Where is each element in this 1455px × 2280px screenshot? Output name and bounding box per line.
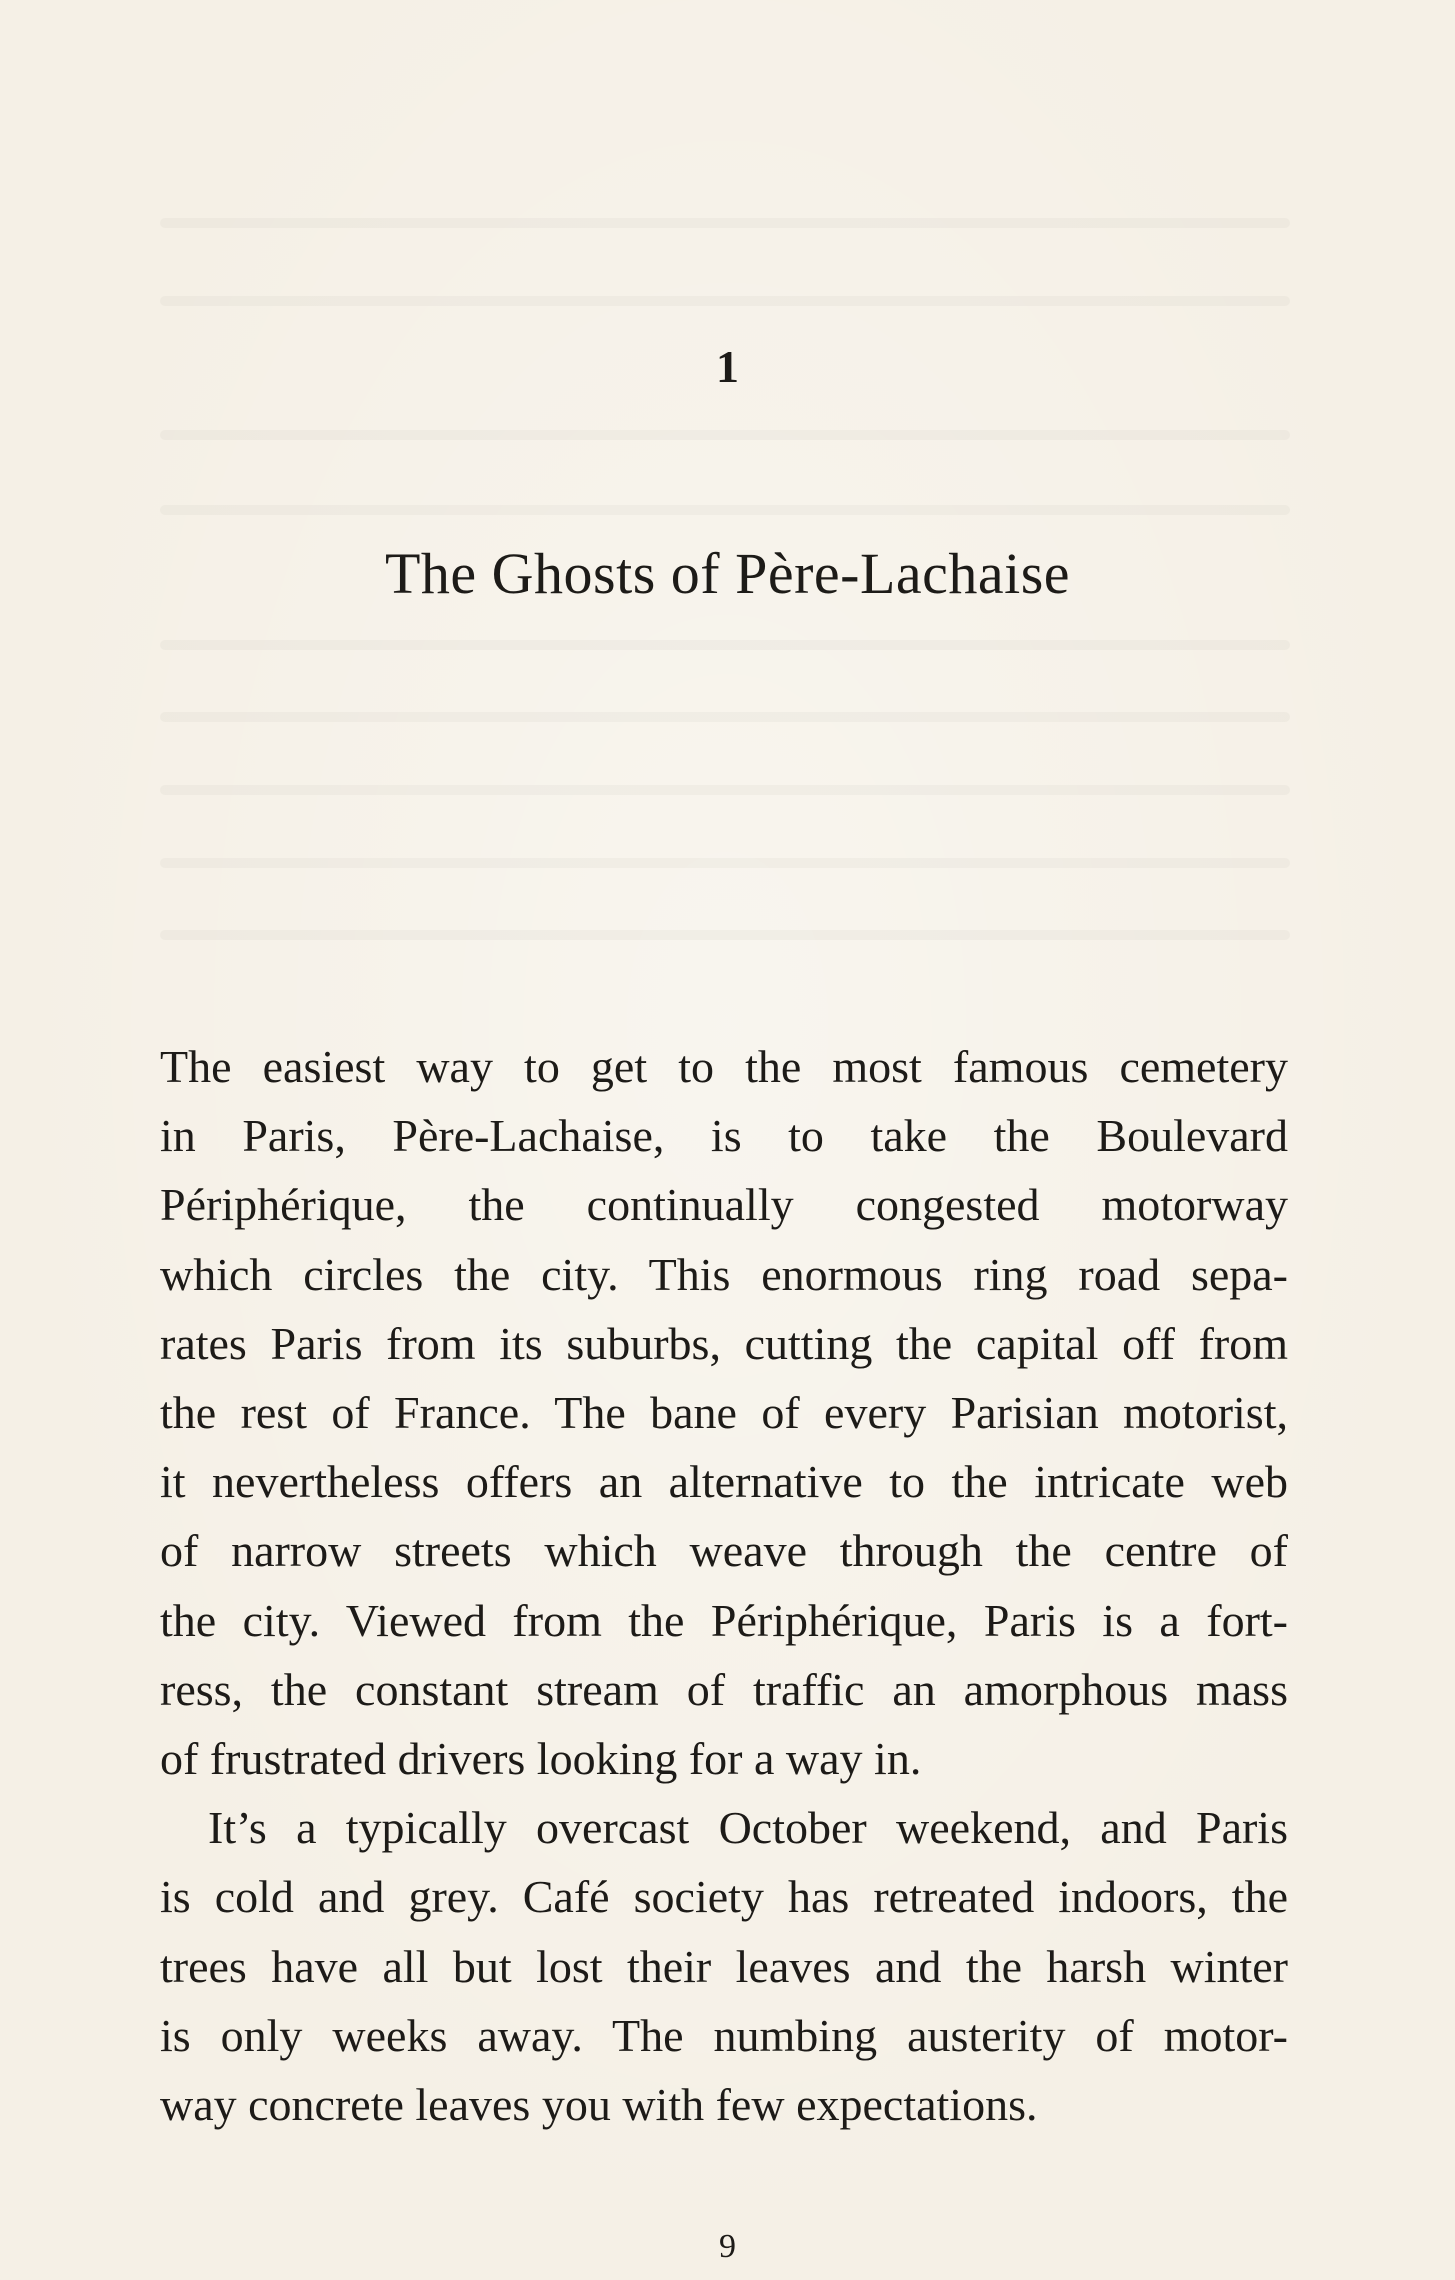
text-line: in Paris, Père-Lachaise, is to take the Boulevard	[160, 1110, 1288, 1162]
text-line: which circles the city. This enormous ring road sepa-	[160, 1248, 1288, 1300]
page-number: 9	[719, 2228, 736, 2265]
bleed-through-mark	[160, 430, 1290, 440]
chapter-title: The Ghosts of Père-Lachaise	[384, 541, 1071, 606]
bleed-through-mark	[160, 218, 1290, 228]
bleed-through-mark	[160, 505, 1290, 515]
text-line: trees have all but lost their leaves and the harsh winter	[160, 1940, 1288, 1992]
text-line: ress, the constant stream of traffic an amorphous mass	[160, 1663, 1288, 1715]
chapter-number: 1	[716, 341, 739, 392]
text-line: rates Paris from its suburbs, cutting the capital off from	[160, 1317, 1288, 1369]
bleed-through-mark	[160, 712, 1290, 722]
text-line: Périphérique, the continually congested motorway	[160, 1179, 1288, 1231]
text-line: It’s a typically overcast October weekend, and Paris	[208, 1802, 1288, 1854]
paragraph-2	[160, 1793, 1288, 2139]
text-line: of frustrated drivers looking for a way in.	[160, 1733, 922, 1785]
text-line: the city. Viewed from the Périphérique, Paris is a fort-	[160, 1594, 1288, 1646]
bleed-through-mark	[160, 785, 1290, 795]
text-line: of narrow streets which weave through the centre of	[160, 1525, 1288, 1577]
text-line: it nevertheless offers an alternative to the intricate web	[160, 1456, 1288, 1508]
text-line: is cold and grey. Café society has retreated indoors, the	[160, 1871, 1288, 1923]
text-line: is only weeks away. The numbing austerity of motor-	[160, 2009, 1288, 2061]
bleed-through-mark	[160, 858, 1290, 868]
bleed-through-mark	[160, 930, 1290, 940]
text-line: way concrete leaves you with few expectations.	[160, 2079, 1038, 2131]
text-line: The easiest way to get to the most famous cemetery	[160, 1041, 1288, 1092]
paragraph-1	[160, 1032, 1288, 1793]
bleed-through-mark	[160, 640, 1290, 650]
bleed-through-mark	[160, 296, 1290, 306]
text-line: the rest of France. The bane of every Parisian motorist,	[160, 1387, 1288, 1439]
body-text	[160, 1032, 1288, 2139]
